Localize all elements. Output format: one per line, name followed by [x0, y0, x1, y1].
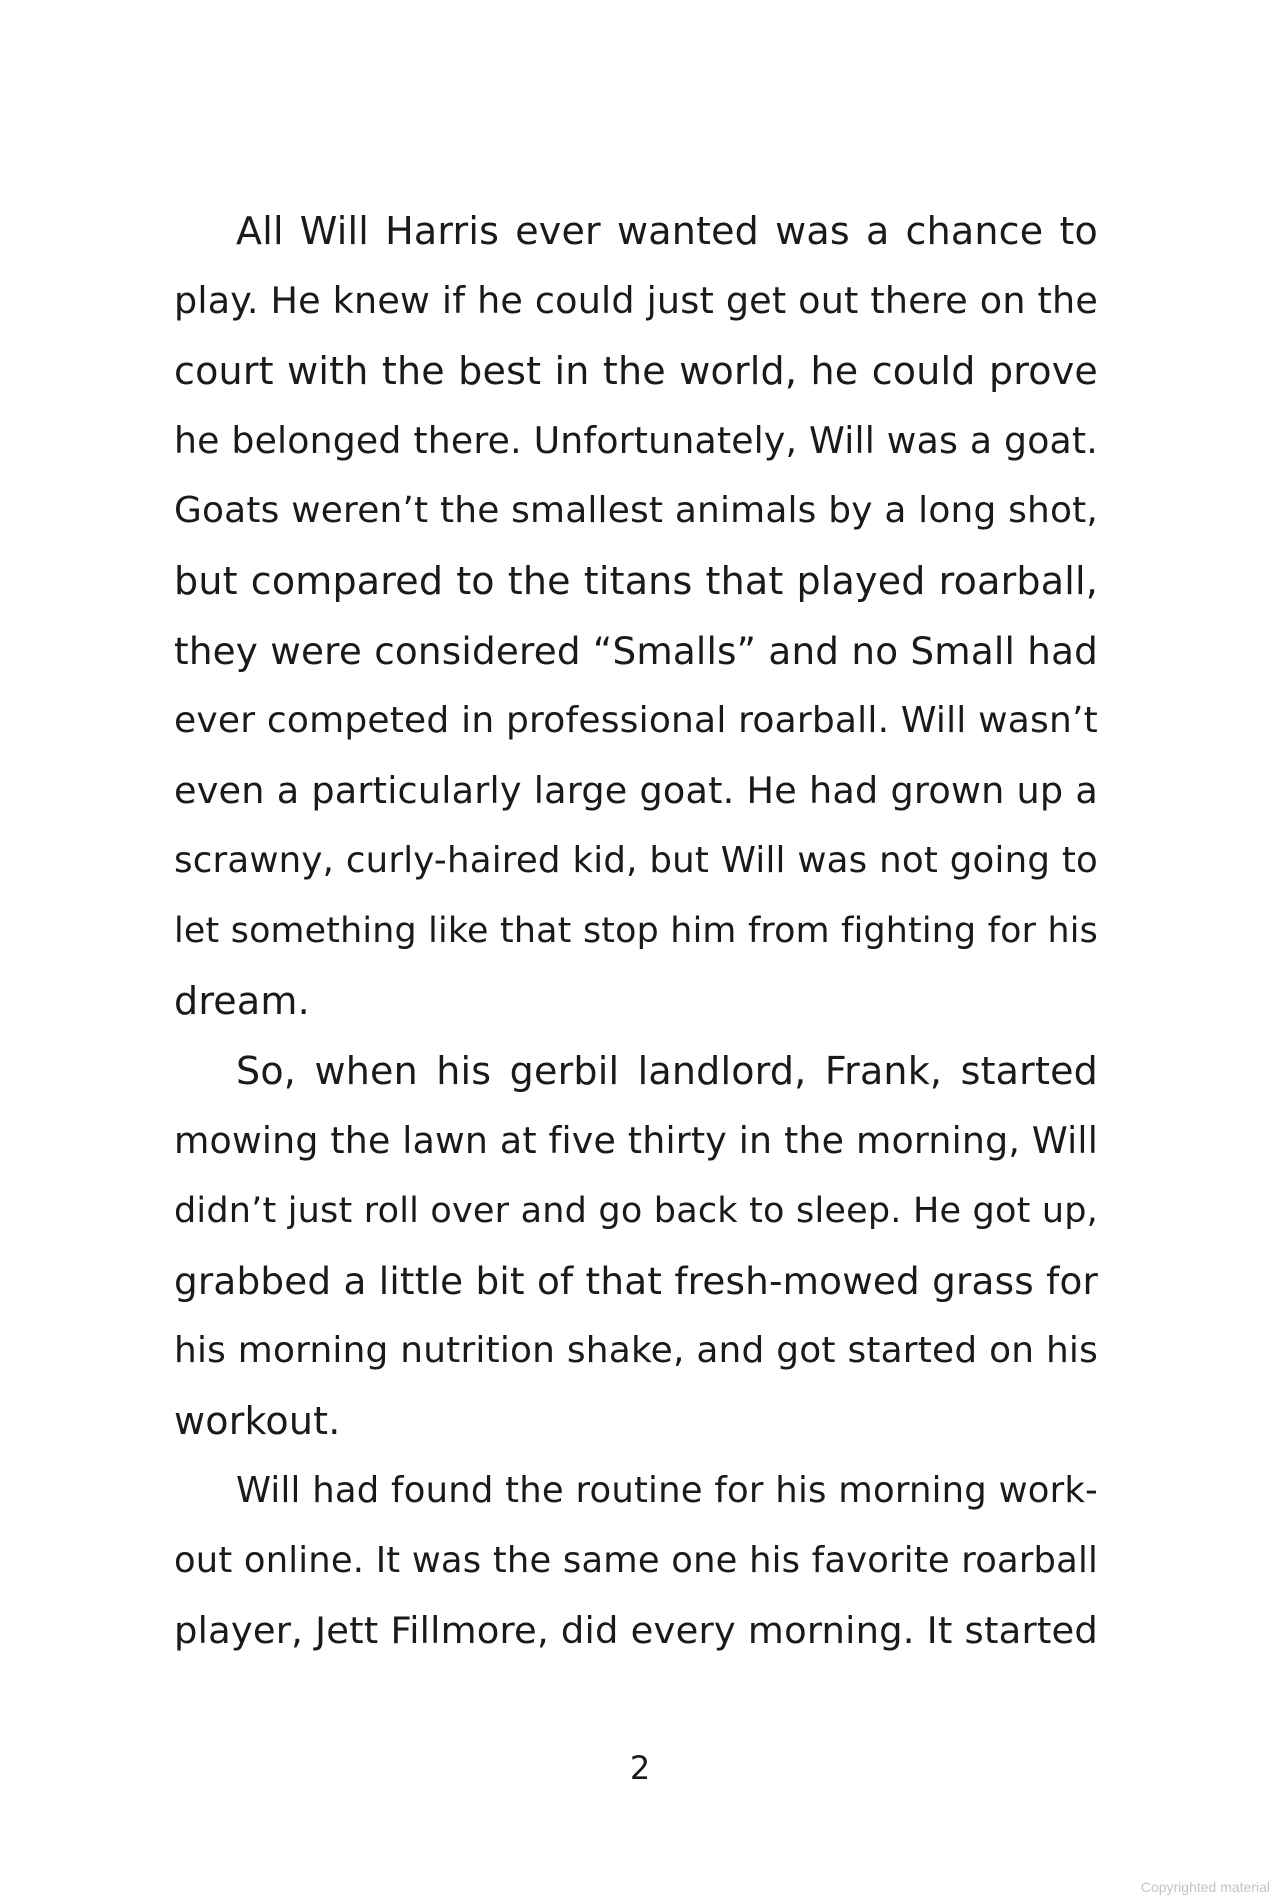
- text-line: player, Jett Fillmore, did every morning. It started: [174, 1609, 1098, 1652]
- text-line: Will had found the routine for his morning work-: [236, 1470, 1098, 1511]
- text-line: workout.: [174, 1399, 341, 1443]
- text-line: they were considered “Smalls” and no Small had: [174, 629, 1098, 673]
- text-line: court with the best in the world, he could prove: [174, 349, 1098, 393]
- text-line: he belonged there. Unfortunately, Will was a goat.: [174, 419, 1098, 462]
- text-line: dream.: [174, 979, 310, 1023]
- copyright-notice: Copyrighted material: [1140, 1879, 1270, 1895]
- page-number: 2: [629, 1749, 651, 1787]
- text-line: Goats weren’t the smallest animals by a long shot,: [174, 490, 1098, 531]
- text-line: didn’t just roll over and go back to sleep. He got up,: [174, 1191, 1098, 1231]
- text-line: play. He knew if he could just get out there on the: [174, 279, 1098, 322]
- text-line: even a particularly large goat. He had grown up a: [174, 769, 1098, 812]
- text-line: scrawny, curly-haired kid, but Will was not going to: [174, 840, 1098, 881]
- text-line: So, when his gerbil landlord, Frank, started: [236, 1049, 1098, 1093]
- text-line: his morning nutrition shake, and got started on his: [174, 1330, 1098, 1371]
- text-line: grabbed a little bit of that fresh-mowed grass for: [174, 1259, 1098, 1303]
- text-line: mowing the lawn at five thirty in the morning, Will: [174, 1119, 1098, 1162]
- text-line: let something like that stop him from fighting for his: [174, 911, 1098, 951]
- body-text: [174, 196, 1098, 1666]
- text-line: ever competed in professional roarball. Will wasn’t: [174, 700, 1098, 741]
- text-line: out online. It was the same one his favorite roarball: [174, 1540, 1098, 1581]
- text-line: All Will Harris ever wanted was a chance to: [236, 209, 1098, 253]
- text-line: but compared to the titans that played roarball,: [174, 559, 1098, 603]
